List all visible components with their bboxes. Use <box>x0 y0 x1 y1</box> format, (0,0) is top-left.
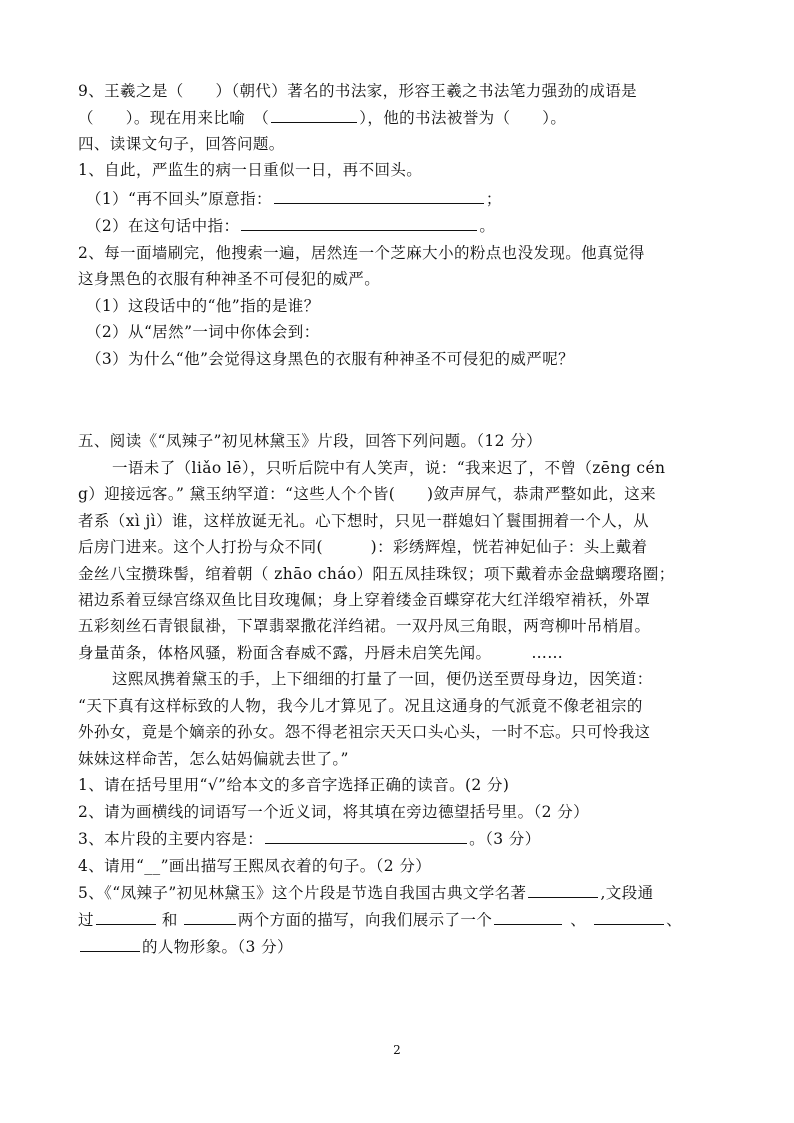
section4-q2-sub3: （3）为什么“他”会觉得这身黑色的衣服有种神圣不可侵犯的威严呢？ <box>86 350 575 368</box>
answer-blank[interactable] <box>184 909 236 925</box>
q9-line1: 9、王羲之是（ ）（朝代）著名的书法家，形容王羲之书法笔力强劲的成语是 <box>78 82 638 100</box>
passage-line: “天下真有这样标致的人物，我今儿才算见了。况且这通身的气派竟不像老祖宗的 <box>78 697 643 715</box>
section5-q2: 2、请为画横线的词语写一个近义词，将其填在旁边德望括号里。（2 分） <box>78 803 590 821</box>
section5-q5-line1 <box>78 882 654 904</box>
section5-q5-line3 <box>78 936 293 958</box>
section4-q1: 1、自此，严监生的病一日重似一日，再不回头。 <box>78 161 423 179</box>
answer-blank[interactable] <box>241 215 477 231</box>
q9-line2 <box>78 107 566 129</box>
section4-q2-line2: 这身黑色的衣服有种神圣不可侵犯的威严。 <box>78 270 381 288</box>
passage-line: g）迎接远客。” 黛玉纳罕道：“这些人个个皆( )敛声屏气，恭肃严整如此，这来 <box>78 485 657 503</box>
q3-prompt: 3、本片段的主要内容是： <box>78 830 264 848</box>
passage-line: 外孙女，竟是个嫡亲的孙女。怨不得老祖宗天天口头心头，一时不忘。只可怜我这 <box>78 723 651 741</box>
q5-cont: ,文段通 <box>600 884 654 902</box>
section4-q1-sub2 <box>86 215 495 237</box>
q5-text: 、 <box>666 911 683 929</box>
q5-text: 两个方面的描写，向我们展示了一个 <box>237 911 493 929</box>
section4-q2-sub1: （1）这段话中的“他”指的是谁？ <box>86 297 320 315</box>
q5-text: 和 <box>161 911 178 929</box>
q5-text: 的人物形象。（3 分） <box>142 938 293 956</box>
section4-q1-sub1 <box>86 188 502 210</box>
q5-text: 过 <box>78 911 94 929</box>
answer-blank[interactable] <box>265 828 467 844</box>
passage-line: 裙边系着豆绿宫绦双鱼比目玫瑰佩；身上穿着缕金百蝶穿花大红洋缎窄褃袄，外罩 <box>78 591 651 609</box>
sub2-end: 。 <box>479 217 496 235</box>
passage-line: 金丝八宝攒珠髻，绾着朝（ zhāo cháo）阳五凤挂珠钗；项下戴着赤金盘螭璎珞圈； <box>78 565 675 583</box>
q5-text: 、 <box>570 911 587 929</box>
section4-title: 四、读课文句子，回答问题。 <box>78 135 285 153</box>
section5-title: 五、阅读《“凤辣子”初见林黛玉》片段，回答下列问题。（12 分） <box>78 432 543 450</box>
answer-blank[interactable] <box>96 909 156 925</box>
sub1-end: ； <box>485 190 502 208</box>
sub2-prompt: （2）在这句话中指： <box>86 217 240 235</box>
q3-score: 。（3 分） <box>469 830 541 848</box>
section5-q4: 4、请用“__”画出描写王熙凤衣着的句子。（2 分） <box>78 857 432 875</box>
section5-q1: 1、请在括号里用“√”给本文的多音字选择正确的读音。(2 分) <box>78 776 510 794</box>
section4-q2-line1: 2、每一面墙刷完，他搜索一遍，居然连一个芝麻大小的粉点也没发现。他真觉得 <box>78 244 645 262</box>
answer-blank[interactable] <box>274 188 484 204</box>
page-number: 2 <box>393 1043 401 1057</box>
answer-blank[interactable] <box>528 882 598 898</box>
passage-line: 者系（xì jì）谁，这样放诞无礼。心下想时，只见一群媳妇丫鬟围拥着一个人，从 <box>78 512 649 530</box>
sub1-prompt: （1）“再不回头”原意指： <box>86 190 272 208</box>
answer-blank[interactable] <box>271 107 357 123</box>
passage-line: 妹妹这样命苦，怎么姑妈偏就去世了。” <box>78 750 349 768</box>
section4-q2-sub2: （2）从“居然”一词中你体会到： <box>86 323 320 341</box>
answer-blank[interactable] <box>494 909 562 925</box>
q9-line2-start: （ ）。现在用来比喻 （ <box>78 109 270 127</box>
passage-line: 后房门进来。这个人打扮与众不同( )：彩绣辉煌，恍若神妃仙子：头上戴着 <box>78 538 648 556</box>
passage-line: 一语未了（liǎo lē），只听后院中有人笑声，说：“我来迟了，不曾（zēng cén <box>112 459 666 477</box>
section5-q3 <box>78 828 541 850</box>
q5-prompt: 5、《“凤辣子”初见林黛玉》这个片段是节选自我国古典文学名著 <box>78 884 527 902</box>
passage-line: 身量苗条，体格风骚，粉面含春威不露，丹唇未启笑先闻。 …… <box>78 644 564 662</box>
answer-blank[interactable] <box>594 909 664 925</box>
passage-line: 五彩刻丝石青银鼠褂，下罩翡翠撒花洋绉裙。一双丹凤三角眼，两弯柳叶吊梢眉。 <box>78 617 651 635</box>
passage-line: 这熙凤携着黛玉的手，上下细细的打量了一回，便仍送至贾母身边，因笑道： <box>112 670 653 688</box>
q9-line2-end: ），他的书法被誉为（ ）。 <box>359 109 567 127</box>
answer-blank[interactable] <box>80 936 140 952</box>
section5-q5-line2 <box>78 909 682 931</box>
